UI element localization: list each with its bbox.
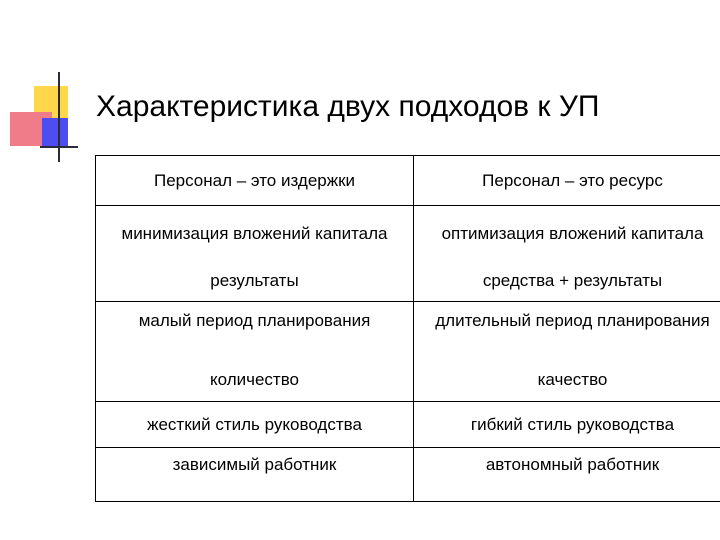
table-cell-left: жесткий стиль руководства [96, 402, 414, 448]
table-cell-right: качество [414, 360, 720, 402]
table-row [96, 206, 720, 262]
logo-vertical-line [58, 72, 60, 162]
table-cell-right: оптимизация вложений капитала [414, 206, 720, 262]
logo-short-line [40, 146, 78, 148]
table-row [96, 448, 720, 502]
table-row [96, 156, 720, 206]
table-cell-left: результаты [96, 262, 414, 302]
table-cell-right: Персонал – это ресурс [414, 156, 720, 206]
comparison-table [95, 155, 720, 502]
table-cell-right: гибкий стиль руководства [414, 402, 720, 448]
table-row [96, 302, 720, 360]
table-cell-right: длительный период планирования [414, 302, 720, 360]
table-cell-right: автономный работник [414, 448, 720, 502]
table-cell-left: количество [96, 360, 414, 402]
logo-blue-square [42, 118, 68, 148]
table-cell-left: минимизация вложений капитала [96, 206, 414, 262]
table-row [96, 262, 720, 302]
table-cell-right: средства + результаты [414, 262, 720, 302]
slide-title: Характеристика двух подходов к УП [96, 90, 600, 123]
slide-logo-decoration [0, 0, 100, 170]
table-cell-left: Персонал – это издержки [96, 156, 414, 206]
table-row [96, 402, 720, 448]
table-cell-left: малый период планирования [96, 302, 414, 360]
table-cell-left: зависимый работник [96, 448, 414, 502]
table-row [96, 360, 720, 402]
